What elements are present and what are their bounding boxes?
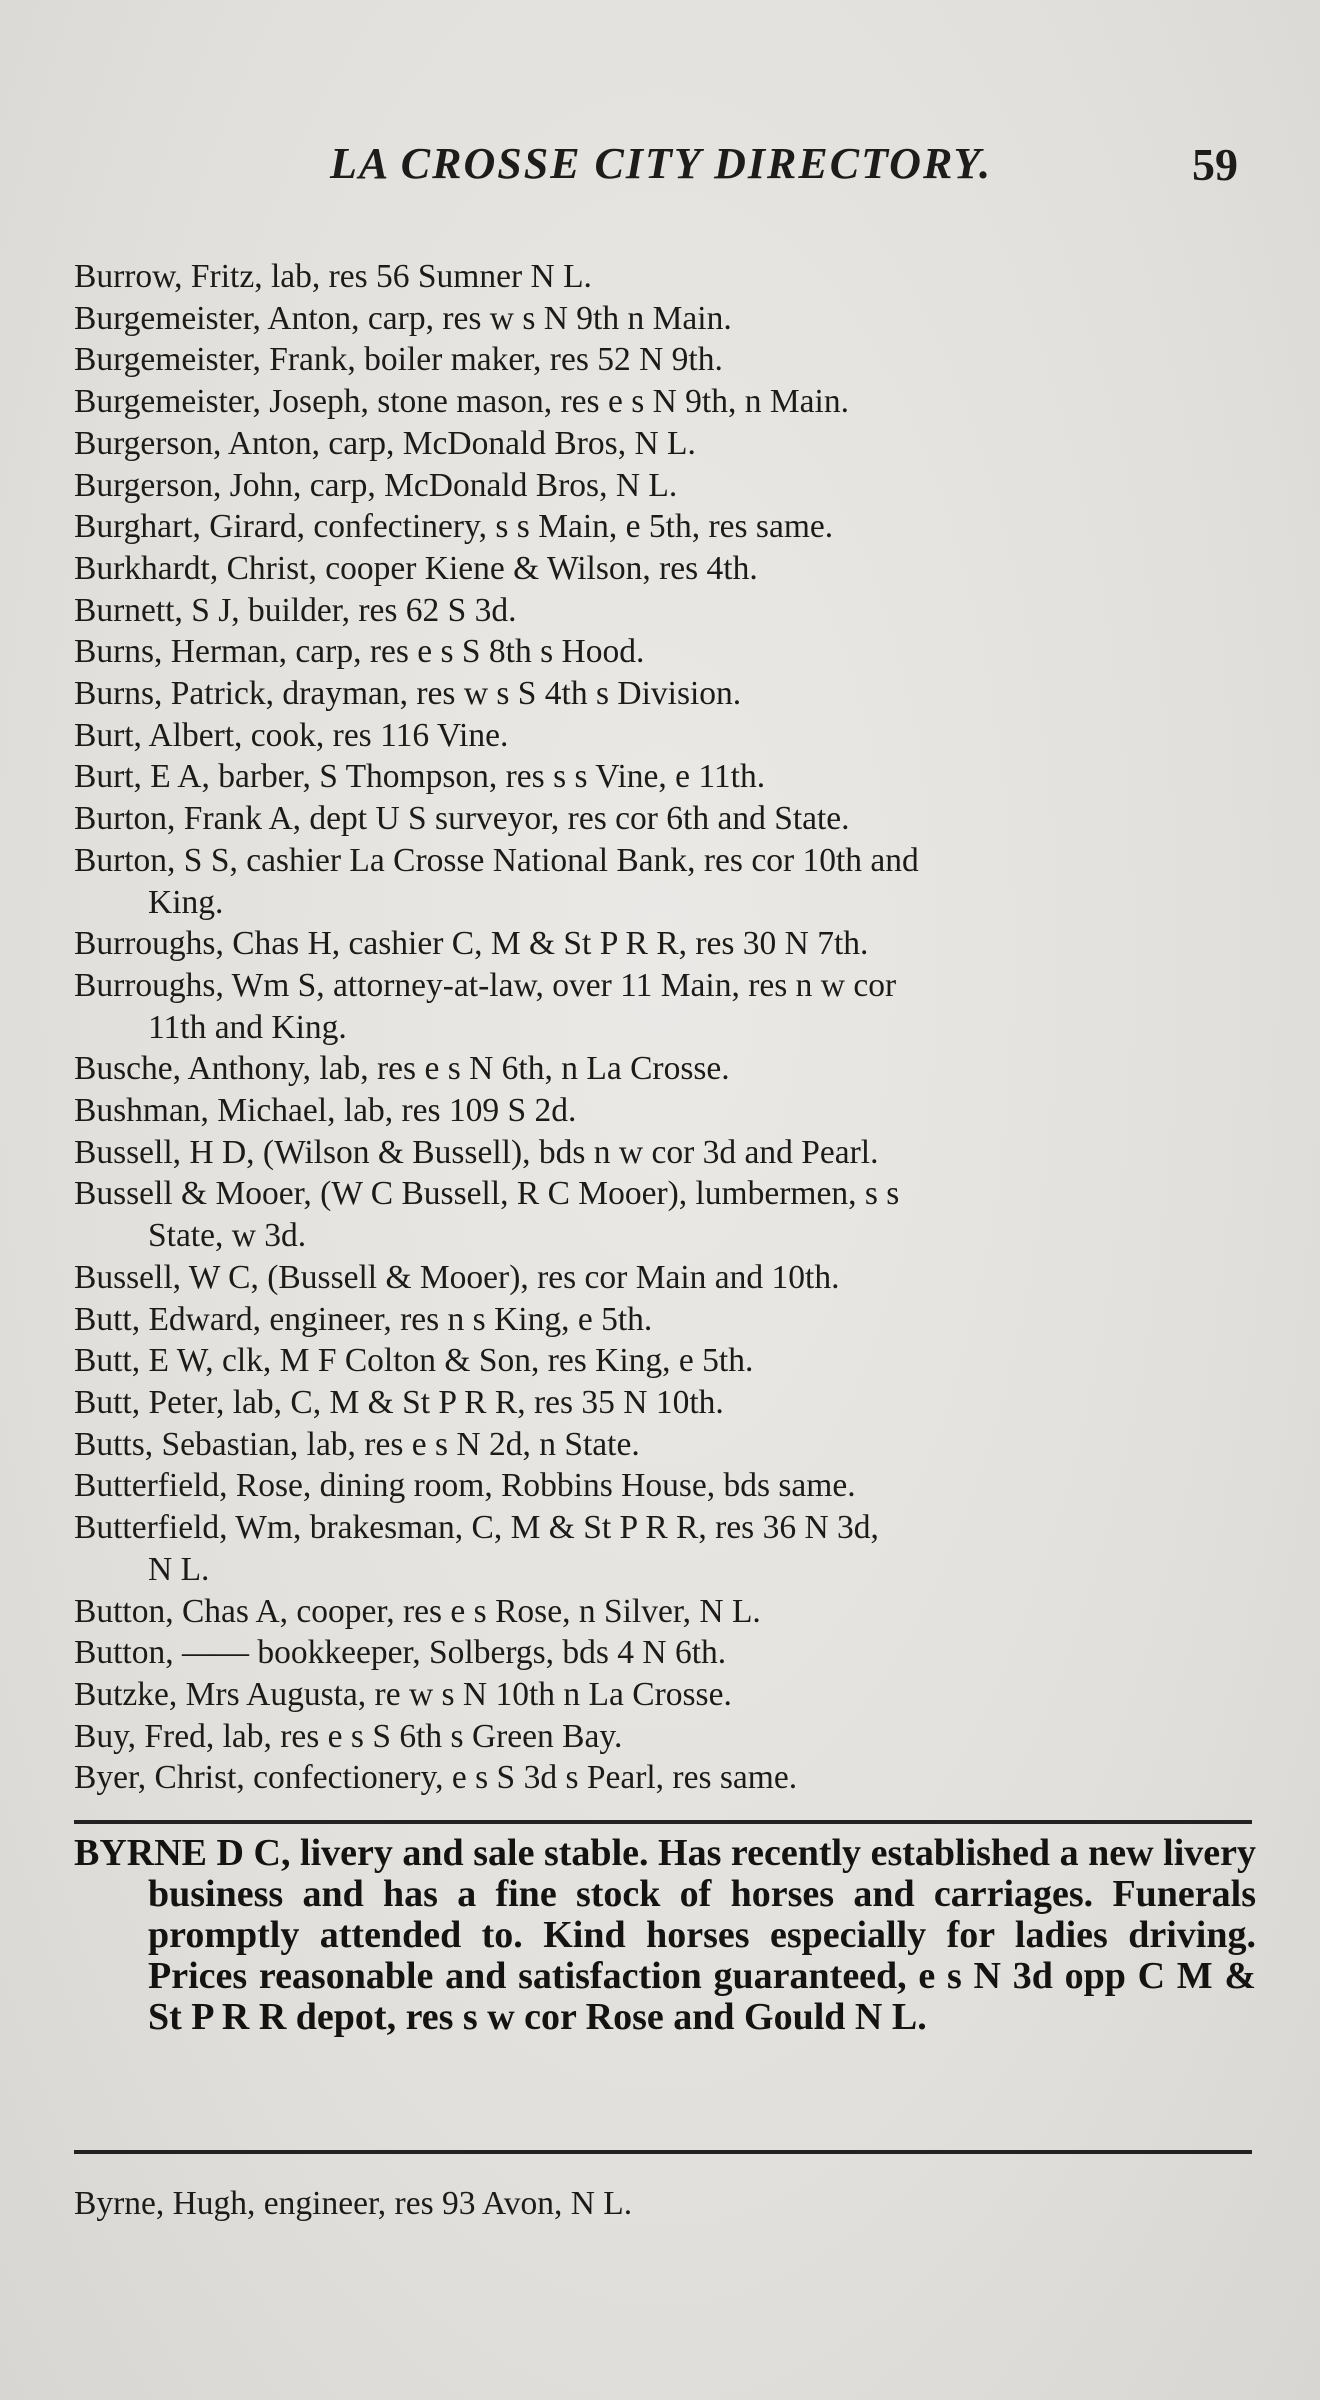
directory-entry: Burgemeister, Frank, boiler maker, res 52 N 9th. [74, 341, 723, 379]
directory-entry: Burgerson, Anton, carp, McDonald Bros, N L. [74, 424, 696, 462]
advertisement-bottom-rule [74, 2150, 1252, 2154]
directory-entry: Button, —— bookkeeper, Solbergs, bds 4 N 6th. [74, 1634, 727, 1672]
directory-entry: Busche, Anthony, lab, res e s N 6th, n La Crosse. [74, 1050, 730, 1088]
directory-entry: Burt, Albert, cook, res 116 Vine. [74, 716, 509, 754]
directory-entry: Burgemeister, Anton, carp, res w s N 9th n Main. [74, 299, 732, 337]
running-title: LA CROSSE CITY DIRECTORY. [330, 139, 993, 188]
directory-entry: Butt, Edward, engineer, res n s King, e 5th. [74, 1300, 653, 1338]
directory-entry: Butterfield, Wm, brakesman, C, M & St P R R, res 36 N 3d, N L. [74, 1509, 879, 1588]
directory-entry: Burghart, Girard, confectinery, s s Main, e 5th, res same. [74, 508, 834, 546]
directory-entry: Burton, Frank A, dept U S surveyor, res cor 6th and State. [74, 800, 850, 838]
directory-entry: Burgemeister, Joseph, stone mason, res e s N 9th, n Main. [74, 383, 849, 421]
directory-entry: Button, Chas A, cooper, res e s Rose, n Silver, N L. [74, 1592, 761, 1630]
directory-entry: Burgerson, John, carp, McDonald Bros, N L. [74, 466, 678, 504]
page-number: 59 [1192, 139, 1238, 190]
directory-entry: Bushman, Michael, lab, res 109 S 2d. [74, 1092, 577, 1130]
directory-entry: Byer, Christ, confectionery, e s S 3d s Pearl, res same. [74, 1759, 798, 1797]
directory-entry: Butt, Peter, lab, C, M & St P R R, res 35 N 10th. [74, 1383, 724, 1421]
directory-entry: Burnett, S J, builder, res 62 S 3d. [74, 591, 517, 629]
directory-entry: Burns, Patrick, drayman, res w s S 4th s Division. [74, 675, 742, 713]
directory-entry: Burns, Herman, carp, res e s S 8th s Hood. [74, 633, 645, 671]
directory-entry: Burton, S S, cashier La Crosse National Bank, res cor 10th and King. [74, 841, 919, 921]
directory-entry: Burkhardt, Christ, cooper Kiene & Wilson, res 4th. [74, 549, 758, 587]
directory-entry: Butt, E W, clk, M F Colton & Son, res King, e 5th. [74, 1342, 754, 1380]
page-header [0, 138, 1320, 198]
directory-entry-last: Byrne, Hugh, engineer, res 93 Avon, N L. [74, 2185, 633, 2222]
directory-entry: Burroughs, Wm S, attorney-at-law, over 11 Main, res n w cor 11th and King. [74, 966, 897, 1046]
advertisement-top-rule [74, 1820, 1252, 1824]
directory-entry: Butts, Sebastian, lab, res e s N 2d, n State. [74, 1425, 640, 1463]
directory-entry: Burroughs, Chas H, cashier C, M & St P R R, res 30 N 7th. [74, 925, 869, 963]
directory-entry: Bussell & Mooer, (W C Bussell, R C Mooer), lumbermen, s s State, w 3d. [74, 1175, 900, 1255]
directory-entry: Bussell, W C, (Bussell & Mooer), res cor Main and 10th. [74, 1258, 840, 1296]
directory-entry: Buy, Fred, lab, res e s S 6th s Green Bay. [74, 1717, 623, 1755]
directory-entry: Burt, E A, barber, S Thompson, res s s Vine, e 11th. [74, 758, 766, 796]
directory-entry: Butterfield, Rose, dining room, Robbins House, bds same. [74, 1467, 856, 1505]
directory-entry: Burrow, Fritz, lab, res 56 Sumner N L. [74, 258, 592, 295]
advertisement-byrne-livery: BYRNE D C, livery and sale stable. Has recently established a new livery business and has a fine stock of horses and carriages. Funerals promptly attended to. Kind horses especially for ladies driving. Prices reasonable and satisfaction guaranteed, e s N 3d opp C M & St P R R depot, res s w cor Rose and Gould N L. [74, 1832, 1256, 2038]
directory-entries [74, 256, 1254, 1799]
directory-entry: Butzke, Mrs Augusta, re w s N 10th n La Crosse. [74, 1675, 732, 1713]
directory-entry: Bussell, H D, (Wilson & Bussell), bds n w cor 3d and Pearl. [74, 1133, 879, 1171]
